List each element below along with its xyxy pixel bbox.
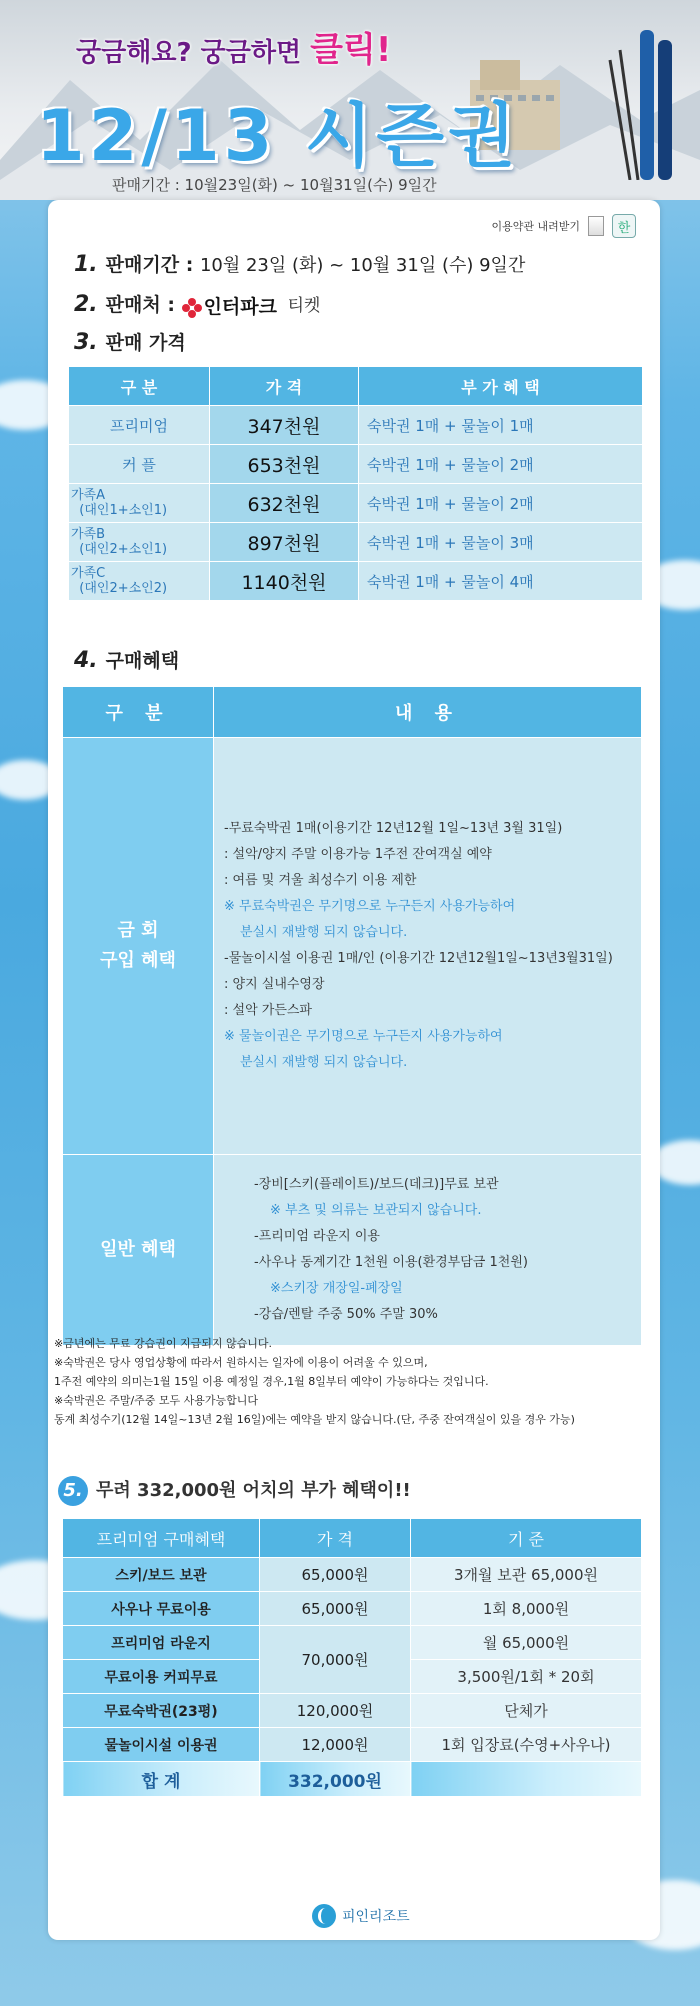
flower-icon — [182, 298, 202, 318]
interpark-logo[interactable] — [182, 292, 277, 319]
ski-equipment-illustration — [600, 30, 690, 180]
column-header: 가 격 — [260, 1519, 411, 1558]
benefit-line: -프리미엄 라운지 이용 — [254, 1229, 380, 1244]
benefit-item: 스키/보드 보관 — [63, 1558, 260, 1592]
benefit-note: ※ 물놀이권은 무기명으로 누구든지 사용가능하여 — [224, 1029, 503, 1044]
plan-name — [69, 484, 210, 523]
benefit-category-line: 구입 혜택 — [100, 950, 176, 971]
section-label: 무려 332,000원 어치의 부가 혜택이!! — [96, 1480, 411, 1501]
resort-logo-icon — [312, 1904, 336, 1928]
note-line: 동계 최성수기(12월 14일~13년 2월 16일)에는 예약을 받지 않습니다.(단, 주중 잔여객실이 있을 경우 가능) — [54, 1413, 575, 1426]
header-period: 판매기간 : 10월23일(화) ~ 10월31일(수) 9일간 — [112, 176, 437, 194]
table-row — [69, 484, 643, 523]
benefit-standard: 1회 8,000원 — [411, 1592, 642, 1626]
plan-name-main: 가족A — [71, 488, 106, 503]
benefit-category — [63, 738, 214, 1155]
table-header-row — [69, 367, 643, 406]
price-table — [68, 366, 643, 601]
total-value: 332,000원 — [260, 1762, 411, 1797]
section-label: 구매혜택 — [105, 650, 180, 672]
note-line: ※숙박권은 주말/주중 모두 사용가능합니다 — [54, 1394, 259, 1407]
benefit-price: 65,000원 — [260, 1558, 411, 1592]
section-seller — [74, 290, 320, 319]
total-row — [63, 1762, 642, 1797]
sale-period-value: 10월 23일 (화) ~ 10월 31일 (수) 9일간 — [199, 255, 526, 276]
benefit-line: : 양지 실내수영장 — [224, 977, 325, 992]
plan-benefit: 숙박권 1매 + 물놀이 3매 — [359, 523, 643, 562]
plan-name — [69, 562, 210, 601]
plan-benefit: 숙박권 1매 + 물놀이 2매 — [359, 445, 643, 484]
plan-price: 897천원 — [210, 523, 359, 562]
benefit-standard: 3개월 보관 65,000원 — [411, 1558, 642, 1592]
plan-price: 1140천원 — [210, 562, 359, 601]
benefit-line: -무료숙박권 1매(이용기간 12년12월 1일~13년 3월 31일) — [224, 821, 563, 836]
column-header: 기 준 — [411, 1519, 642, 1558]
resort-logo-text: 피인리조트 — [342, 1909, 410, 1925]
benefit-line: : 설악/양지 주말 이용가능 1주전 잔여객실 예약 — [224, 847, 492, 862]
section-price — [74, 328, 186, 355]
plan-benefit: 숙박권 1매 + 물놀이 4매 — [359, 562, 643, 601]
benefit-line: -사우나 동계기간 1천원 이용(환경부담금 1천원) — [254, 1255, 528, 1270]
benefit-note: ※스키장 개장일-폐장일 — [270, 1281, 403, 1296]
section-number-badge: 5. — [58, 1476, 88, 1506]
column-header: 구 분 — [63, 687, 214, 738]
benefit-item: 프리미엄 라운지 — [63, 1626, 260, 1660]
column-header: 구 분 — [69, 367, 210, 406]
question-click[interactable]: 클릭! — [310, 30, 392, 70]
table-header-row — [63, 687, 642, 738]
header-question — [76, 22, 391, 71]
table-header-row — [63, 1519, 642, 1558]
document-icon[interactable] — [588, 216, 604, 236]
benefit-content — [214, 738, 642, 1155]
table-row — [63, 1626, 642, 1660]
content-card — [48, 200, 660, 1940]
benefit-line: -물놀이시설 이용권 1매/인 (이용기간 12년12월1일~13년3월31일) — [224, 951, 613, 966]
plan-name-main: 가족C — [71, 566, 106, 581]
section-label: 판매 가격 — [105, 332, 186, 354]
column-header: 프리미엄 구매혜택 — [63, 1519, 260, 1558]
benefits-table — [62, 686, 642, 1346]
benefit-line: -장비[스키(플레이트)/보드(데크)]무료 보관 — [254, 1177, 499, 1192]
plan-benefit: 숙박권 1매 + 물놀이 1매 — [359, 406, 643, 445]
benefit-price: 120,000원 — [260, 1694, 411, 1728]
benefit-standard: 단체가 — [411, 1694, 642, 1728]
benefit-note: 분실시 재발행 되지 않습니다. — [240, 925, 408, 940]
benefit-standard: 3,500원/1회 * 20회 — [411, 1660, 642, 1694]
benefit-item: 무료이용 커피무료 — [63, 1660, 260, 1694]
benefit-category: 일반 혜택 — [63, 1155, 214, 1346]
section-purchase-benefits — [74, 646, 179, 673]
benefit-note: ※ 부츠 및 의류는 보관되지 않습니다. — [270, 1203, 482, 1218]
benefit-price: 12,000원 — [260, 1728, 411, 1762]
plan-name-sub: (대인2+소인2) — [79, 581, 168, 596]
benefit-item: 무료숙박권(23평) — [63, 1694, 260, 1728]
benefit-item: 물놀이시설 이용권 — [63, 1728, 260, 1762]
table-row — [63, 1558, 642, 1592]
plan-name — [69, 523, 210, 562]
benefit-note: ※ 무료숙박권은 무기명으로 누구든지 사용가능하여 — [224, 899, 516, 914]
table-row — [63, 1728, 642, 1762]
terms-download-label[interactable]: 이용약관 내려받기 — [491, 220, 580, 233]
section-label: 판매처 : — [105, 294, 175, 316]
benefit-content — [214, 1155, 642, 1346]
interpark-logo-text: 인터파크 — [203, 296, 277, 318]
table-row — [63, 1694, 642, 1728]
note-line: ※금년에는 무료 강습권이 지급되지 않습니다. — [54, 1337, 272, 1350]
benefit-note: 분실시 재발행 되지 않습니다. — [240, 1055, 408, 1070]
plan-price: 347천원 — [210, 406, 359, 445]
section-extra-benefits — [58, 1476, 411, 1506]
plan-price: 653천원 — [210, 445, 359, 484]
total-empty — [411, 1762, 642, 1797]
table-row — [69, 406, 643, 445]
table-row — [69, 523, 643, 562]
section-number: 3. — [74, 330, 98, 355]
note-line: ※숙박권은 당사 영업상황에 따라서 원하시는 일자에 이용이 어려울 수 있으며, — [54, 1356, 428, 1369]
question-text-a: 궁금해요? — [76, 38, 192, 68]
section-label: 판매기간 : — [105, 254, 194, 276]
section-number: 2. — [74, 292, 98, 317]
note-line: 1주전 예약의 의미는1월 15일 이용 예정일 경우,1월 8일부터 예약이 가능하다는 것입니다. — [54, 1375, 489, 1388]
section-sale-period — [74, 250, 525, 277]
plan-benefit: 숙박권 1매 + 물놀이 2매 — [359, 484, 643, 523]
section-number: 4. — [74, 648, 98, 673]
benefit-standard: 월 65,000원 — [411, 1626, 642, 1660]
table-row — [63, 1592, 642, 1626]
benefit-line: : 여름 및 겨울 최성수기 이용 제한 — [224, 873, 417, 888]
extra-benefits-table — [62, 1518, 642, 1797]
hangul-file-icon[interactable]: 한 — [612, 214, 636, 238]
table-row — [63, 738, 642, 1155]
benefit-item: 사우나 무료이용 — [63, 1592, 260, 1626]
plan-price: 632천원 — [210, 484, 359, 523]
question-text-b: 궁금하면 — [200, 38, 302, 68]
page-title: 12/13 시즌권 — [36, 95, 520, 177]
section-number: 1. — [74, 252, 98, 277]
plan-name: 커 플 — [69, 445, 210, 484]
table-row — [63, 1155, 642, 1346]
benefit-standard: 1회 입장료(수영+사우나) — [411, 1728, 642, 1762]
column-header: 내 용 — [214, 687, 642, 738]
plan-name: 프리미엄 — [69, 406, 210, 445]
notes-block — [54, 1334, 658, 1429]
header-banner — [0, 0, 700, 200]
benefit-price: 65,000원 — [260, 1592, 411, 1626]
plan-name-sub: (대인2+소인1) — [79, 542, 168, 557]
terms-download[interactable] — [491, 214, 636, 238]
table-row — [69, 445, 643, 484]
benefit-line: -강습/렌탈 주중 50% 주말 30% — [254, 1307, 438, 1322]
plan-name-main: 가족B — [71, 527, 106, 542]
plan-name-sub: (대인1+소인1) — [79, 503, 168, 518]
total-label: 합 계 — [63, 1762, 260, 1797]
column-header: 부 가 혜 택 — [359, 367, 643, 406]
benefit-category-line: 금 회 — [117, 920, 159, 941]
benefit-line: : 설악 가든스파 — [224, 1003, 312, 1018]
ticket-label: 티켓 — [287, 296, 321, 316]
table-row — [69, 562, 643, 601]
column-header: 가 격 — [210, 367, 359, 406]
resort-logo[interactable] — [312, 1904, 410, 1928]
benefit-price: 70,000원 — [260, 1626, 411, 1694]
